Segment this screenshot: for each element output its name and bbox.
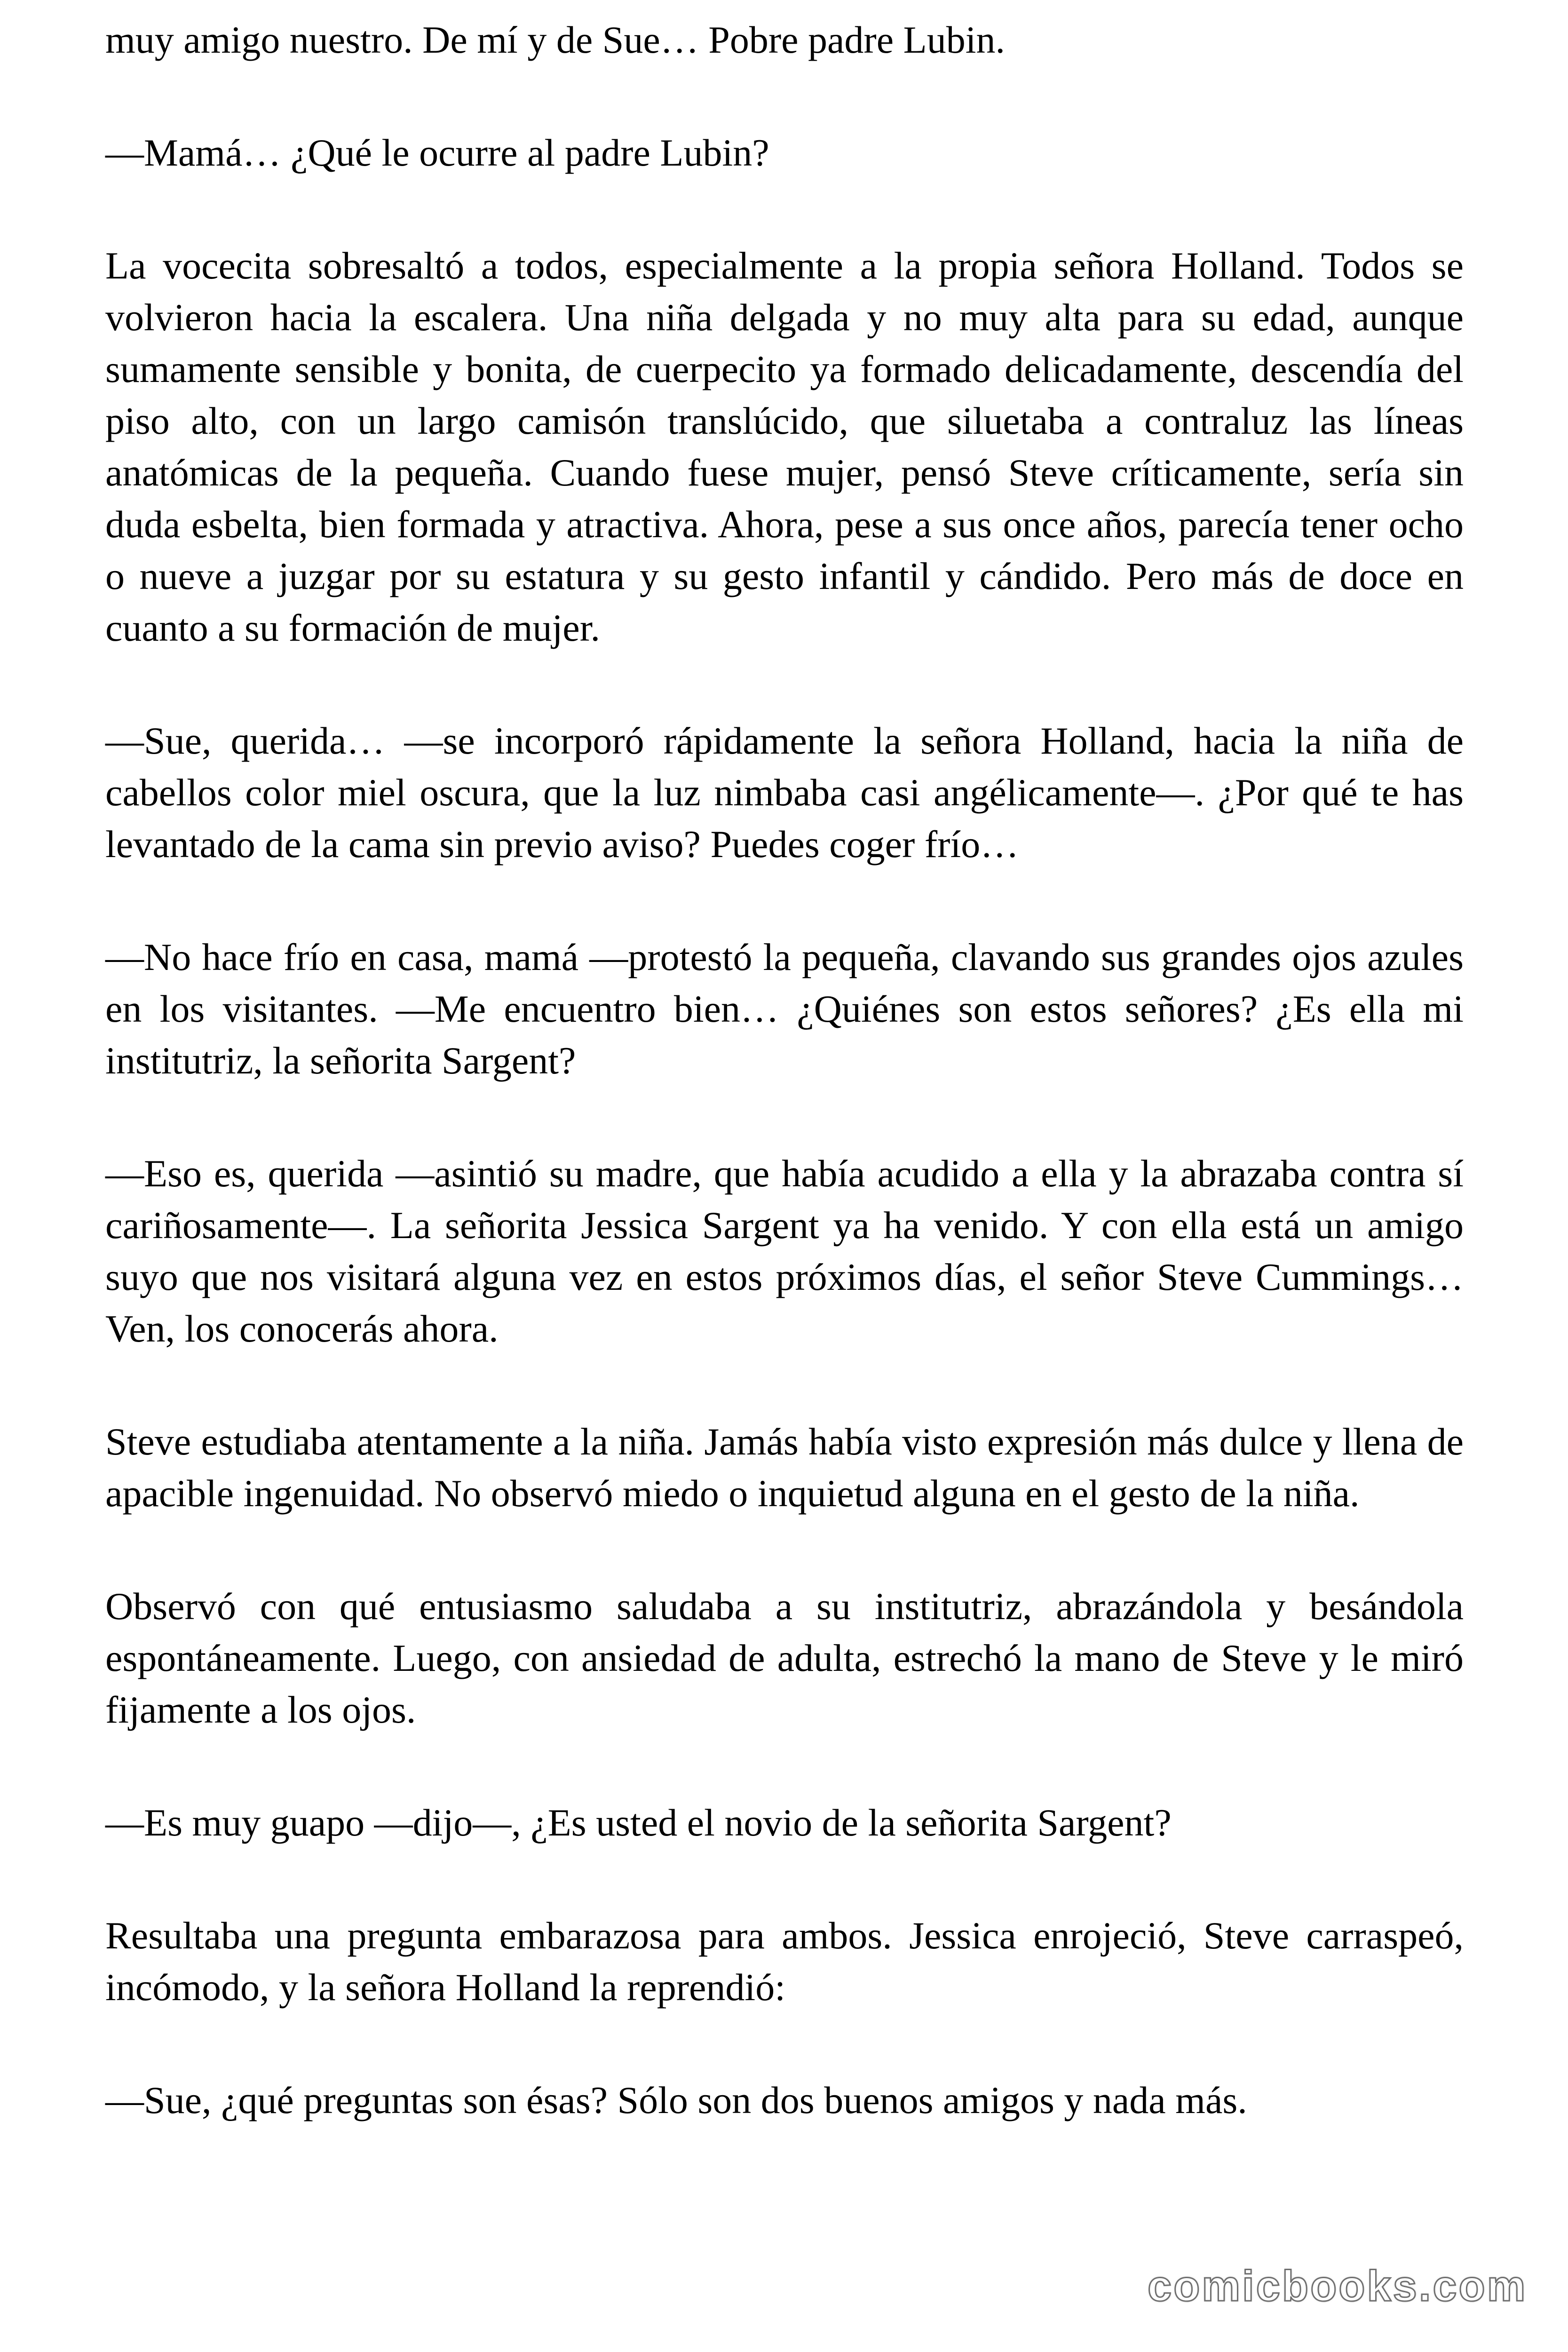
paragraph: La vocecita sobresaltó a todos, especialmente a la propia señora Holland. Todos se volvieron hacia la escalera. Una niña delgada y no muy alta para su edad, aunque sumamente sensible y bonita, de cuerpecito ya formado delicadamente, descendía del piso alto, con un largo camisón translúcido, que siluetaba a contraluz las líneas anatómicas de la pequeña. Cuando fuese mujer, pensó Steve críticamente, sería sin duda esbelta, bien formada y atractiva. Ahora, pese a sus once años, parecía tener ocho o nueve a juzgar por su estatura y su gesto infantil y cándido. Pero más de doce en cuanto a su formación de mujer. — [105, 244, 1464, 649]
paragraph: Observó con qué entusiasmo saludaba a su institutriz, abrazándola y besándola espontáneamente. Luego, con ansiedad de adulta, estrechó la mano de Steve y le miró fijamente a los ojos. — [105, 1585, 1464, 1731]
paragraph: Steve estudiaba atentamente a la niña. Jamás había visto expresión más dulce y llena de apacible ingenuidad. No observó miedo o inquietud alguna en el gesto de la niña. — [105, 1420, 1464, 1515]
watermark-logo: comicbooks.com — [1148, 2262, 1528, 2310]
paragraph: —No hace frío en casa, mamá —protestó la pequeña, clavando sus grandes ojos azules en los visitantes. —Me encuentro bien… ¿Quiénes son estos señores? ¿Es ella mi institutriz, la señorita Sargent? — [105, 936, 1464, 1082]
document-page — [105, 14, 1464, 2187]
paragraph: —Sue, ¿qué preguntas son ésas? Sólo son dos buenos amigos y nada más. — [105, 2079, 1247, 2122]
paragraph: —Mamá… ¿Qué le ocurre al padre Lubin? — [105, 131, 769, 174]
paragraph: —Sue, querida… —se incorporó rápidamente la señora Holland, hacia la niña de cabellos color miel oscura, que la luz nimbaba casi angélicamente—. ¿Por qué te has levantado de la cama sin previo aviso? Puedes coger frío… — [105, 719, 1464, 866]
paragraph: —Es muy guapo —dijo—, ¿Es usted el novio de la señorita Sargent? — [105, 1801, 1172, 1844]
paragraph: —Eso es, querida —asintió su madre, que había acudido a ella y la abrazaba contra sí cariñosamente—. La señorita Jessica Sargent ya ha venido. Y con ella está un amigo suyo que nos visitará alguna vez en estos próximos días, el señor Steve Cummings… Ven, los conocerás ahora. — [105, 1152, 1464, 1350]
paragraph: Resultaba una pregunta embarazosa para ambos. Jessica enrojeció, Steve carraspeó, incómodo, y la señora Holland la reprendió: — [105, 1914, 1464, 2009]
paragraph: muy amigo nuestro. De mí y de Sue… Pobre padre Lubin. — [105, 18, 1005, 61]
